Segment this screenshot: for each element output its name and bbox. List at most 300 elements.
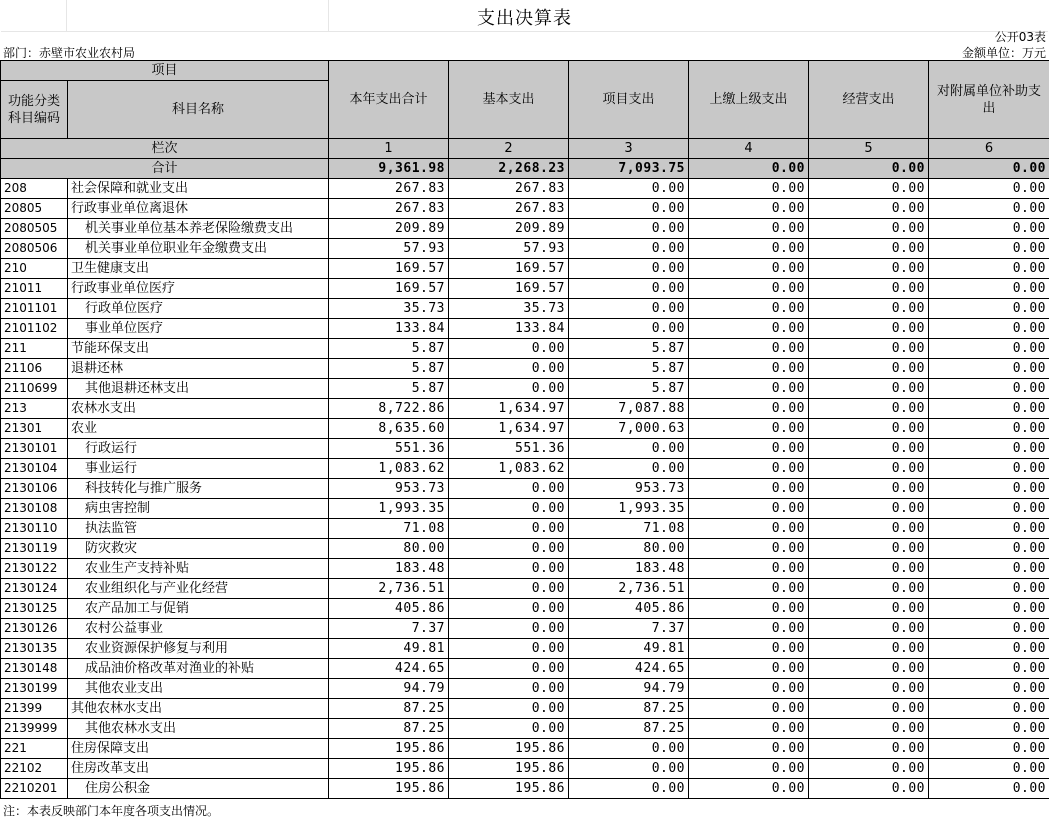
amount-cell: 405.86 [329,599,449,619]
amount-cell: 0.00 [569,259,689,279]
expenditure-table [0,60,1049,799]
amount-cell: 8,635.60 [329,419,449,439]
amount-cell: 87.25 [329,719,449,739]
subject-name: 其他农林水支出 [68,699,329,719]
amount-cell: 0.00 [809,239,929,259]
amount-cell: 0.00 [569,319,689,339]
amount-cell: 0.00 [809,499,929,519]
amount-cell: 0.00 [929,759,1049,779]
amount-cell: 183.48 [329,559,449,579]
amount-cell: 57.93 [329,239,449,259]
subject-name: 卫生健康支出 [68,259,329,279]
name-header: 科目名称 [68,81,329,139]
subject-code: 2130126 [1,619,68,639]
amount-cell: 195.86 [449,759,569,779]
amount-cell: 0.00 [929,579,1049,599]
amount-cell: 0.00 [689,239,809,259]
amount-cell: 0.00 [689,659,809,679]
amount-cell: 0.00 [449,479,569,499]
amount-cell: 0.00 [809,439,929,459]
table-row [1,699,1049,719]
amount-cell: 5.87 [329,379,449,399]
table-row [1,539,1049,559]
col-num-5: 5 [809,139,929,159]
amount-cell: 0.00 [449,619,569,639]
table-row [1,759,1049,779]
amount-cell: 0.00 [929,679,1049,699]
subject-code: 2101101 [1,299,68,319]
amount-cell: 424.65 [329,659,449,679]
amount-cell: 0.00 [929,199,1049,219]
amount-cell: 0.00 [689,259,809,279]
amount-cell: 57.93 [449,239,569,259]
subject-code: 210 [1,259,68,279]
subject-code: 2130110 [1,519,68,539]
amount-cell: 0.00 [809,299,929,319]
subject-name: 事业运行 [68,459,329,479]
amount-cell: 87.25 [569,699,689,719]
col-header-5: 经营支出 [809,61,929,139]
col-num-4: 4 [689,139,809,159]
subject-name: 农业组织化与产业化经营 [68,579,329,599]
row-label: 栏次 [1,139,329,159]
amount-cell: 7,087.88 [569,399,689,419]
amount-cell: 5.87 [569,359,689,379]
table-row [1,179,1049,199]
amount-cell: 0.00 [929,359,1049,379]
subject-name: 成品油价格改革对渔业的补贴 [68,659,329,679]
amount-cell: 0.00 [569,459,689,479]
page-title: 支出决算表 [477,8,572,29]
amount-cell: 0.00 [689,639,809,659]
amount-cell: 0.00 [449,499,569,519]
amount-cell: 0.00 [809,179,929,199]
subject-code: 22102 [1,759,68,779]
col-num-2: 2 [449,139,569,159]
table-row [1,219,1049,239]
subject-name: 机关事业单位职业年金缴费支出 [68,239,329,259]
amount-cell: 0.00 [689,779,809,799]
amount-cell: 0.00 [689,359,809,379]
amount-cell: 0.00 [449,519,569,539]
amount-cell: 169.57 [329,259,449,279]
table-row [1,319,1049,339]
subject-code: 2080505 [1,219,68,239]
subject-code: 213 [1,399,68,419]
amount-cell: 0.00 [689,699,809,719]
subject-name: 住房保障支出 [68,739,329,759]
subject-name: 行政单位医疗 [68,299,329,319]
amount-cell: 0.00 [689,339,809,359]
subject-code: 21301 [1,419,68,439]
subject-code: 2130101 [1,439,68,459]
amount-cell: 0.00 [689,199,809,219]
amount-cell: 0.00 [929,499,1049,519]
table-row [1,439,1049,459]
table-row [1,199,1049,219]
subject-name: 病虫害控制 [68,499,329,519]
amount-cell: 0.00 [929,339,1049,359]
amount-cell: 0.00 [929,739,1049,759]
table-row [1,239,1049,259]
amount-cell: 2,736.51 [329,579,449,599]
amount-cell: 0.00 [929,639,1049,659]
subject-name: 农产品加工与促销 [68,599,329,619]
table-row [1,359,1049,379]
subject-name: 农业生产支持补贴 [68,559,329,579]
amount-cell: 953.73 [569,479,689,499]
amount-cell: 7.37 [569,619,689,639]
subject-code: 208 [1,179,68,199]
total-row [1,159,1049,179]
amount-cell: 1,634.97 [449,419,569,439]
total-value: 7,093.75 [569,159,689,179]
table-row [1,259,1049,279]
amount-cell: 0.00 [929,539,1049,559]
column-number-row [1,139,1049,159]
table-row [1,679,1049,699]
amount-cell: 424.65 [569,659,689,679]
amount-cell: 0.00 [689,579,809,599]
amount-cell: 7,000.63 [569,419,689,439]
amount-cell: 7.37 [329,619,449,639]
amount-cell: 0.00 [689,299,809,319]
amount-cell: 0.00 [449,559,569,579]
amount-cell: 0.00 [689,759,809,779]
subject-code: 21011 [1,279,68,299]
table-row [1,599,1049,619]
amount-cell: 0.00 [929,179,1049,199]
unit-label: 金额单位：万元 [961,46,1046,60]
subject-name: 行政运行 [68,439,329,459]
amount-cell: 0.00 [929,259,1049,279]
amount-cell: 0.00 [809,559,929,579]
col-header-3: 项目支出 [569,61,689,139]
amount-cell: 94.79 [569,679,689,699]
amount-cell: 267.83 [329,199,449,219]
amount-cell: 0.00 [809,339,929,359]
amount-cell: 0.00 [929,559,1049,579]
amount-cell: 0.00 [809,679,929,699]
subject-name: 其他农业支出 [68,679,329,699]
amount-cell: 0.00 [929,219,1049,239]
subject-name: 农村公益事业 [68,619,329,639]
amount-cell: 0.00 [449,379,569,399]
subject-code: 2130125 [1,599,68,619]
total-label: 合计 [1,159,329,179]
amount-cell: 267.83 [449,179,569,199]
table-row [1,419,1049,439]
amount-cell: 195.86 [329,779,449,799]
amount-cell: 0.00 [689,379,809,399]
subject-code: 20805 [1,199,68,219]
amount-cell: 0.00 [689,179,809,199]
amount-cell: 953.73 [329,479,449,499]
amount-cell: 0.00 [689,719,809,739]
table-row [1,639,1049,659]
amount-cell: 0.00 [449,579,569,599]
table-row [1,619,1049,639]
amount-cell: 183.48 [569,559,689,579]
subject-code: 2130122 [1,559,68,579]
amount-cell: 87.25 [569,719,689,739]
subject-name: 农林水支出 [68,399,329,419]
amount-cell: 195.86 [329,739,449,759]
amount-cell: 0.00 [689,519,809,539]
amount-cell: 0.00 [809,599,929,619]
table-row [1,579,1049,599]
subject-name: 其他退耕还林支出 [68,379,329,399]
amount-cell: 1,083.62 [329,459,449,479]
amount-cell: 0.00 [689,739,809,759]
total-value: 0.00 [929,159,1049,179]
code-header: 功能分类科目编码 [1,81,68,139]
total-value: 0.00 [689,159,809,179]
amount-cell: 0.00 [449,679,569,699]
amount-cell: 80.00 [329,539,449,559]
table-row [1,719,1049,739]
amount-cell: 0.00 [689,479,809,499]
amount-cell: 209.89 [329,219,449,239]
amount-cell: 0.00 [929,239,1049,259]
amount-cell: 0.00 [809,539,929,559]
amount-cell: 0.00 [929,279,1049,299]
amount-cell: 5.87 [329,359,449,379]
amount-cell: 0.00 [569,219,689,239]
subject-code: 2130119 [1,539,68,559]
subject-name: 机关事业单位基本养老保险缴费支出 [68,219,329,239]
amount-cell: 195.86 [449,739,569,759]
amount-cell: 0.00 [929,439,1049,459]
amount-cell: 0.00 [809,579,929,599]
subject-code: 2130108 [1,499,68,519]
amount-cell: 169.57 [449,279,569,299]
amount-cell: 0.00 [929,519,1049,539]
amount-cell: 0.00 [689,599,809,619]
table-row [1,499,1049,519]
amount-cell: 0.00 [689,559,809,579]
subject-name: 社会保障和就业支出 [68,179,329,199]
table-row [1,459,1049,479]
amount-cell: 195.86 [449,779,569,799]
subject-name: 行政事业单位离退休 [68,199,329,219]
amount-cell: 5.87 [569,339,689,359]
amount-cell: 0.00 [689,399,809,419]
table-row [1,479,1049,499]
table-row [1,379,1049,399]
amount-cell: 49.81 [569,639,689,659]
subject-name: 执法监管 [68,519,329,539]
amount-cell: 0.00 [809,479,929,499]
amount-cell: 0.00 [809,219,929,239]
subject-name: 住房改革支出 [68,759,329,779]
amount-cell: 0.00 [449,659,569,679]
amount-cell: 0.00 [809,259,929,279]
amount-cell: 0.00 [569,279,689,299]
subject-code: 2080506 [1,239,68,259]
table-row [1,739,1049,759]
amount-cell: 0.00 [449,539,569,559]
table-row [1,659,1049,679]
amount-cell: 0.00 [689,539,809,559]
amount-cell: 0.00 [809,699,929,719]
col-header-6: 对附属单位补助支出 [929,61,1049,139]
amount-cell: 2,736.51 [569,579,689,599]
amount-cell: 0.00 [809,739,929,759]
col-header-4: 上缴上级支出 [689,61,809,139]
amount-cell: 80.00 [569,539,689,559]
amount-cell: 0.00 [809,199,929,219]
table-row [1,299,1049,319]
subject-code: 21106 [1,359,68,379]
amount-cell: 0.00 [809,639,929,659]
amount-cell: 0.00 [689,619,809,639]
subject-name: 科技转化与推广服务 [68,479,329,499]
amount-cell: 0.00 [809,459,929,479]
amount-cell: 0.00 [809,719,929,739]
department-label: 部门：赤壁市农业农村局 [3,46,136,60]
table-row [1,559,1049,579]
amount-cell: 5.87 [569,379,689,399]
amount-cell: 0.00 [809,779,929,799]
table-row [1,339,1049,359]
total-value: 0.00 [809,159,929,179]
amount-cell: 0.00 [809,419,929,439]
subject-name: 农业 [68,419,329,439]
subject-name: 节能环保支出 [68,339,329,359]
subject-code: 2130135 [1,639,68,659]
amount-cell: 0.00 [929,419,1049,439]
amount-cell: 0.00 [929,479,1049,499]
amount-cell: 0.00 [569,739,689,759]
subject-name: 行政事业单位医疗 [68,279,329,299]
table-row [1,779,1049,799]
amount-cell: 87.25 [329,699,449,719]
subject-code: 2130106 [1,479,68,499]
col-header-1: 本年支出合计 [329,61,449,139]
amount-cell: 0.00 [569,759,689,779]
amount-cell: 0.00 [929,719,1049,739]
amount-cell: 405.86 [569,599,689,619]
amount-cell: 0.00 [809,519,929,539]
table-row [1,279,1049,299]
amount-cell: 209.89 [449,219,569,239]
amount-cell: 0.00 [689,279,809,299]
col-num-3: 3 [569,139,689,159]
subject-name: 住房公积金 [68,779,329,799]
amount-cell: 551.36 [449,439,569,459]
amount-cell: 0.00 [929,399,1049,419]
subject-name: 事业单位医疗 [68,319,329,339]
amount-cell: 0.00 [809,279,929,299]
subject-code: 21399 [1,699,68,719]
table-row [1,519,1049,539]
subject-code: 2210201 [1,779,68,799]
subject-code: 211 [1,339,68,359]
amount-cell: 0.00 [809,619,929,639]
amount-cell: 94.79 [329,679,449,699]
amount-cell: 8,722.86 [329,399,449,419]
amount-cell: 0.00 [689,319,809,339]
amount-cell: 71.08 [569,519,689,539]
amount-cell: 0.00 [929,379,1049,399]
amount-cell: 0.00 [449,359,569,379]
amount-cell: 0.00 [929,659,1049,679]
amount-cell: 0.00 [569,779,689,799]
amount-cell: 1,083.62 [449,459,569,479]
amount-cell: 0.00 [929,599,1049,619]
subject-code: 221 [1,739,68,759]
amount-cell: 169.57 [449,259,569,279]
amount-cell: 0.00 [569,299,689,319]
footnote: 注：本表反映部门本年度各项支出情况。 [3,804,220,818]
amount-cell: 0.00 [809,379,929,399]
amount-cell: 551.36 [329,439,449,459]
amount-cell: 0.00 [689,439,809,459]
amount-cell: 0.00 [449,639,569,659]
subject-code: 2130124 [1,579,68,599]
subject-code: 2130148 [1,659,68,679]
amount-cell: 35.73 [449,299,569,319]
amount-cell: 35.73 [329,299,449,319]
subject-code: 2110699 [1,379,68,399]
amount-cell: 0.00 [689,419,809,439]
amount-cell: 0.00 [809,759,929,779]
subject-code: 2130104 [1,459,68,479]
amount-cell: 0.00 [449,699,569,719]
amount-cell: 0.00 [929,459,1049,479]
amount-cell: 0.00 [809,319,929,339]
table-row [1,399,1049,419]
amount-cell: 133.84 [449,319,569,339]
amount-cell: 195.86 [329,759,449,779]
subject-code: 2101102 [1,319,68,339]
amount-cell: 267.83 [449,199,569,219]
amount-cell: 169.57 [329,279,449,299]
amount-cell: 0.00 [929,779,1049,799]
subject-code: 2130199 [1,679,68,699]
amount-cell: 0.00 [929,299,1049,319]
subject-name: 防灾救灾 [68,539,329,559]
amount-cell: 0.00 [689,499,809,519]
subject-code: 2139999 [1,719,68,739]
amount-cell: 133.84 [329,319,449,339]
amount-cell: 1,634.97 [449,399,569,419]
amount-cell: 0.00 [569,179,689,199]
amount-cell: 0.00 [929,619,1049,639]
subject-name: 退耕还林 [68,359,329,379]
amount-cell: 0.00 [929,699,1049,719]
amount-cell: 71.08 [329,519,449,539]
amount-cell: 0.00 [449,599,569,619]
item-header: 项目 [1,61,329,81]
col-header-2: 基本支出 [449,61,569,139]
amount-cell: 0.00 [809,399,929,419]
subject-name: 农业资源保护修复与利用 [68,639,329,659]
amount-cell: 0.00 [929,319,1049,339]
amount-cell: 0.00 [569,199,689,219]
total-value: 9,361.98 [329,159,449,179]
form-number: 公开03表 [994,30,1046,44]
amount-cell: 0.00 [689,219,809,239]
amount-cell: 1,993.35 [329,499,449,519]
header-row-item [1,61,1049,81]
col-num-1: 1 [329,139,449,159]
col-num-6: 6 [929,139,1049,159]
amount-cell: 0.00 [449,719,569,739]
amount-cell: 267.83 [329,179,449,199]
amount-cell: 0.00 [569,239,689,259]
